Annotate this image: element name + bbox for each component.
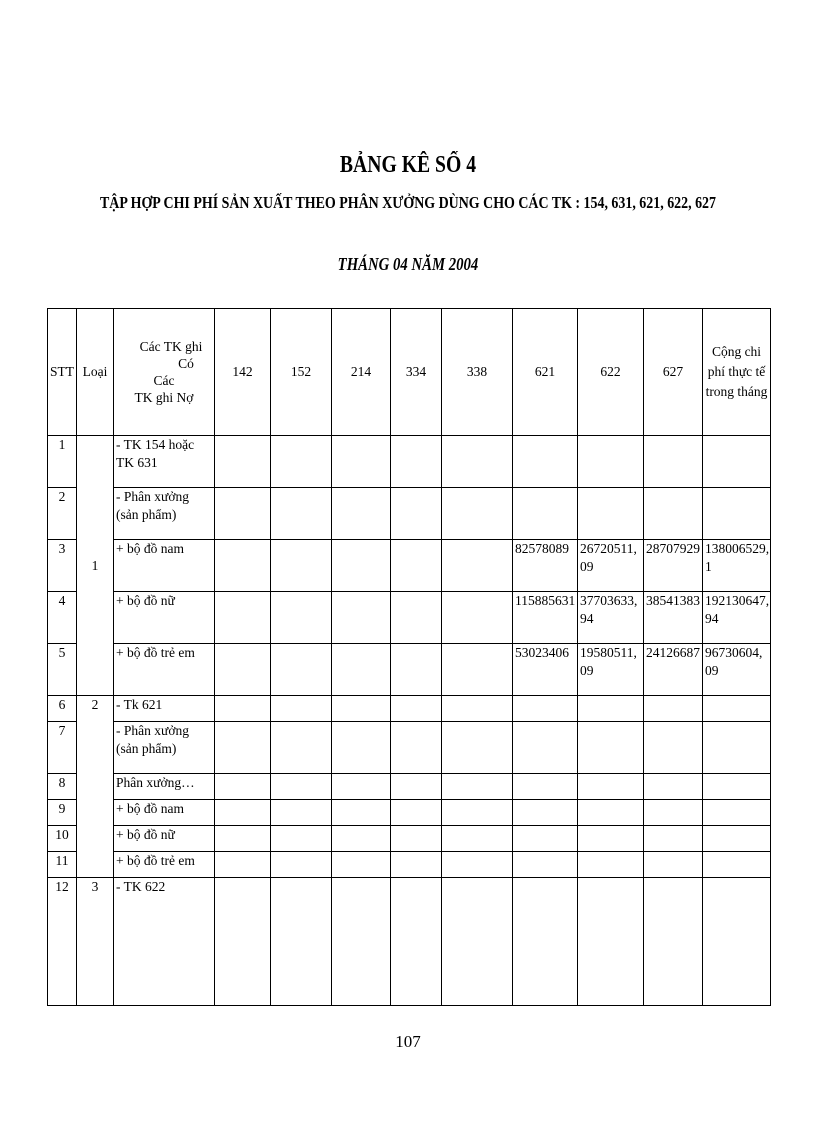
row-loai: 3 — [77, 878, 114, 1006]
row-stt: 7 — [48, 722, 77, 774]
header-stt: STT — [48, 309, 77, 436]
diag-text-3: Các — [153, 373, 175, 388]
row-cell-621 — [513, 852, 578, 878]
row-cell-622: 26720511, 09 — [578, 540, 644, 592]
diag-text-1: Các TK ghi — [139, 339, 203, 354]
row-cell-627 — [644, 774, 703, 800]
row-cell-334 — [391, 436, 442, 488]
row-cell-622 — [578, 878, 644, 1006]
header-338: 338 — [442, 309, 513, 436]
row-stt: 8 — [48, 774, 77, 800]
row-cell-338 — [442, 878, 513, 1006]
row-cell-621 — [513, 878, 578, 1006]
row-cell-621 — [513, 774, 578, 800]
row-cell-334 — [391, 722, 442, 774]
table-row — [48, 488, 771, 540]
row-cell-142 — [215, 644, 271, 696]
row-stt: 11 — [48, 852, 77, 878]
row-cell-152 — [271, 774, 332, 800]
row-label: - TK 154 hoặc TK 631 — [114, 436, 215, 488]
row-cell-622 — [578, 722, 644, 774]
row-cell-622 — [578, 774, 644, 800]
row-cell-334 — [391, 644, 442, 696]
row-cell-621 — [513, 436, 578, 488]
row-cell-152 — [271, 488, 332, 540]
row-cell-627: 28707929 — [644, 540, 703, 592]
row-cell-152 — [271, 826, 332, 852]
row-cell-334 — [391, 592, 442, 644]
header-loai: Loại — [77, 309, 114, 436]
row-cell-214 — [332, 878, 391, 1006]
row-cell-334 — [391, 800, 442, 826]
header-214: 214 — [332, 309, 391, 436]
row-label: + bộ đồ nữ — [114, 592, 215, 644]
row-cell-627 — [644, 488, 703, 540]
row-stt: 9 — [48, 800, 77, 826]
row-label: + bộ đồ nữ — [114, 826, 215, 852]
row-cell-total — [703, 852, 771, 878]
row-cell-total: 138006529, 1 — [703, 540, 771, 592]
row-stt: 12 — [48, 878, 77, 1006]
table-row — [48, 644, 771, 696]
row-cell-621 — [513, 696, 578, 722]
row-label: + bộ đồ trẻ em — [114, 852, 215, 878]
row-cell-214 — [332, 722, 391, 774]
row-cell-338 — [442, 488, 513, 540]
row-cell-152 — [271, 592, 332, 644]
row-cell-627 — [644, 696, 703, 722]
row-stt: 6 — [48, 696, 77, 722]
diag-text-2: Có — [178, 356, 194, 371]
row-cell-214 — [332, 826, 391, 852]
row-stt: 1 — [48, 436, 77, 488]
row-cell-214 — [332, 644, 391, 696]
row-cell-142 — [215, 722, 271, 774]
row-cell-152 — [271, 696, 332, 722]
row-cell-total — [703, 800, 771, 826]
row-cell-621: 115885631 — [513, 592, 578, 644]
table-row — [48, 826, 771, 852]
row-cell-621 — [513, 800, 578, 826]
row-cell-338 — [442, 540, 513, 592]
row-cell-142 — [215, 540, 271, 592]
row-label: Phân xưởng… — [114, 774, 215, 800]
row-cell-627 — [644, 852, 703, 878]
row-cell-total: 96730604, 09 — [703, 644, 771, 696]
period-label: THÁNG 04 NĂM 2004 — [337, 254, 479, 274]
row-cell-334 — [391, 540, 442, 592]
header-152: 152 — [271, 309, 332, 436]
row-cell-334 — [391, 488, 442, 540]
row-cell-622 — [578, 852, 644, 878]
row-label: - TK 622 — [114, 878, 215, 1006]
header-334: 334 — [391, 309, 442, 436]
row-cell-338 — [442, 852, 513, 878]
header-account-diagonal — [114, 309, 215, 436]
row-cell-214 — [332, 540, 391, 592]
row-cell-214 — [332, 436, 391, 488]
row-cell-622 — [578, 826, 644, 852]
row-label: + bộ đồ nam — [114, 540, 215, 592]
row-cell-338 — [442, 696, 513, 722]
row-label: - Tk 621 — [114, 696, 215, 722]
row-cell-total: 192130647, 94 — [703, 592, 771, 644]
row-stt: 4 — [48, 592, 77, 644]
row-label: - Phân xưởng (sản phẩm) — [114, 488, 215, 540]
header-622: 622 — [578, 309, 644, 436]
row-cell-627 — [644, 722, 703, 774]
row-cell-142 — [215, 592, 271, 644]
row-cell-338 — [442, 826, 513, 852]
page-number: 107 — [395, 1032, 421, 1051]
row-cell-627 — [644, 436, 703, 488]
row-cell-334 — [391, 852, 442, 878]
table-row — [48, 800, 771, 826]
row-cell-142 — [215, 774, 271, 800]
row-cell-152 — [271, 878, 332, 1006]
row-cell-622 — [578, 800, 644, 826]
row-cell-152 — [271, 722, 332, 774]
row-cell-142 — [215, 488, 271, 540]
row-cell-142 — [215, 852, 271, 878]
row-cell-214 — [332, 774, 391, 800]
row-cell-214 — [332, 696, 391, 722]
header-total: Cộng chi phí thực tế trong tháng — [703, 309, 771, 436]
table-row — [48, 436, 771, 488]
row-cell-338 — [442, 722, 513, 774]
row-cell-621 — [513, 826, 578, 852]
row-cell-338 — [442, 592, 513, 644]
row-cell-214 — [332, 488, 391, 540]
row-label: + bộ đồ nam — [114, 800, 215, 826]
row-cell-total — [703, 878, 771, 1006]
document-title: BẢNG KÊ SỐ 4 — [339, 152, 477, 178]
row-cell-621: 53023406 — [513, 644, 578, 696]
row-cell-214 — [332, 800, 391, 826]
row-cell-334 — [391, 696, 442, 722]
row-cell-total — [703, 722, 771, 774]
row-cell-142 — [215, 800, 271, 826]
row-cell-total — [703, 696, 771, 722]
row-cell-338 — [442, 436, 513, 488]
row-loai-group-1: 1 — [77, 436, 114, 696]
table-row — [48, 774, 771, 800]
table-row — [48, 722, 771, 774]
row-cell-622: 37703633, 94 — [578, 592, 644, 644]
row-cell-627 — [644, 826, 703, 852]
row-cell-334 — [391, 878, 442, 1006]
table-row — [48, 878, 771, 1006]
row-cell-622 — [578, 696, 644, 722]
row-cell-621 — [513, 488, 578, 540]
row-loai-group-2: 2 — [77, 696, 114, 878]
row-cell-152 — [271, 644, 332, 696]
cost-summary-table — [47, 308, 771, 1006]
row-cell-152 — [271, 852, 332, 878]
row-cell-334 — [391, 826, 442, 852]
row-cell-152 — [271, 436, 332, 488]
row-stt: 2 — [48, 488, 77, 540]
row-cell-142 — [215, 436, 271, 488]
table-header-row — [48, 309, 771, 436]
row-cell-total — [703, 436, 771, 488]
row-cell-338 — [442, 774, 513, 800]
row-cell-627: 24126687 — [644, 644, 703, 696]
row-cell-338 — [442, 800, 513, 826]
diag-text-4: TK ghi Nợ — [134, 390, 194, 405]
row-cell-142 — [215, 826, 271, 852]
header-621: 621 — [513, 309, 578, 436]
row-cell-338 — [442, 644, 513, 696]
row-cell-627 — [644, 800, 703, 826]
row-cell-334 — [391, 774, 442, 800]
row-cell-622 — [578, 488, 644, 540]
row-cell-621: 82578089 — [513, 540, 578, 592]
row-cell-142 — [215, 696, 271, 722]
row-cell-627: 38541383 — [644, 592, 703, 644]
row-cell-142 — [215, 878, 271, 1006]
table-row — [48, 540, 771, 592]
row-stt: 10 — [48, 826, 77, 852]
table-row — [48, 852, 771, 878]
header-142: 142 — [215, 309, 271, 436]
row-cell-total — [703, 774, 771, 800]
row-stt: 3 — [48, 540, 77, 592]
row-cell-621 — [513, 722, 578, 774]
row-cell-152 — [271, 540, 332, 592]
table-row — [48, 696, 771, 722]
row-stt: 5 — [48, 644, 77, 696]
row-cell-622: 19580511, 09 — [578, 644, 644, 696]
table-row — [48, 592, 771, 644]
row-cell-214 — [332, 592, 391, 644]
row-cell-622 — [578, 436, 644, 488]
row-cell-627 — [644, 878, 703, 1006]
row-label: - Phân xưởng (sản phẩm) — [114, 722, 215, 774]
row-cell-total — [703, 488, 771, 540]
row-cell-total — [703, 826, 771, 852]
document-subtitle: TẬP HỢP CHI PHÍ SẢN XUẤT THEO PHÂN XƯỞNG DÙNG CHO CÁC TK : 154, 631, 621, 622, 627 — [100, 193, 716, 212]
row-cell-152 — [271, 800, 332, 826]
row-cell-214 — [332, 852, 391, 878]
header-627: 627 — [644, 309, 703, 436]
row-label: + bộ đồ trẻ em — [114, 644, 215, 696]
